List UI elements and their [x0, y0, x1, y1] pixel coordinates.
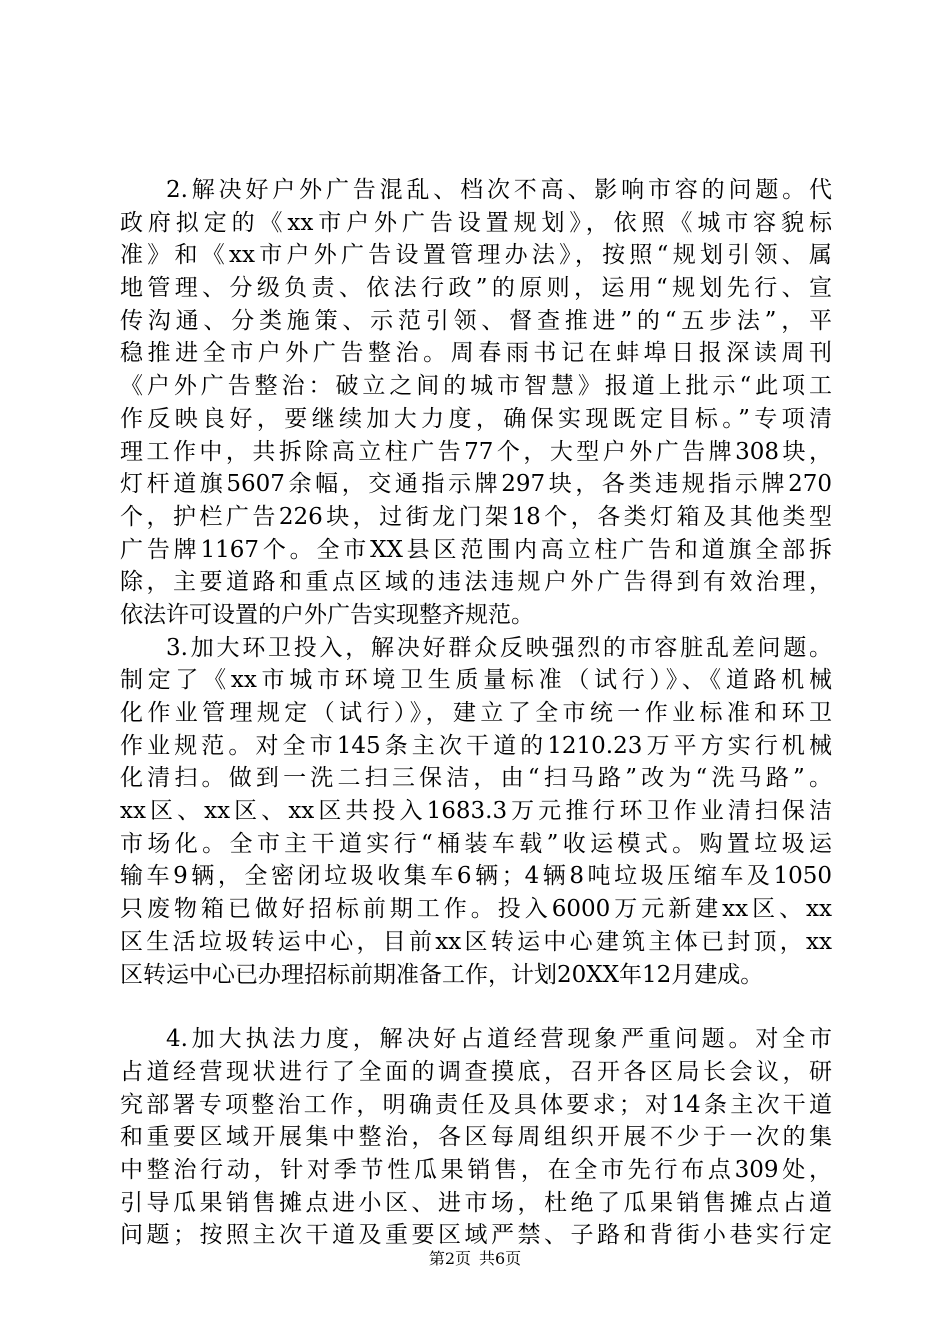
text-line: 地管理、分级负责、依法行政”的原则，运用“规划先行、宣 [120, 275, 832, 302]
text-line: 传沟通、分类施策、示范引领、督查推进”的“五步法”，平 [120, 307, 832, 334]
document-body [120, 174, 832, 1252]
text-line: 政府拟定的《xx市户外广告设置规划》，依照《城市容貌标 [120, 209, 832, 236]
text-line: 作反映良好，要继续加大力度，确保实现既定目标。”专项清 [120, 405, 832, 432]
text-line: 除，主要道路和重点区域的违法违规户外广告得到有效治理， [120, 569, 832, 596]
paragraph-2 [120, 174, 832, 632]
text-line: 4.加大执法力度，解决好占道经营现象严重问题。对全市 [166, 1026, 832, 1053]
text-line: 稳推进全市户外广告整治。周春雨书记在蚌埠日报深读周刊 [120, 340, 832, 367]
text-line: 引导瓜果销售摊点进小区、进市场，杜绝了瓜果销售摊点占道 [120, 1189, 832, 1216]
text-line: 究部署专项整治工作，明确责任及具体要求；对14条主次干道 [120, 1091, 832, 1118]
text-line: 区转运中心已办理招标前期准备工作，计划20XX年12月建成。 [120, 961, 764, 988]
page-number: 第2页 [428, 1249, 471, 1268]
paragraph-spacer [120, 991, 832, 1023]
text-line: 输车9辆，全密闭垃圾收集车6辆；4辆8吨垃圾压缩车及1050 [120, 863, 832, 890]
text-line: 区生活垃圾转运中心，目前xx区转运中心建筑主体已封顶，xx [120, 928, 832, 955]
text-line: 《户外广告整治：破立之间的城市智慧》报道上批示“此项工 [120, 373, 832, 400]
text-line: 占道经营现状进行了全面的调查摸底，召开各区局长会议，研 [120, 1058, 832, 1085]
text-line: 化清扫。做到一洗二扫三保洁，由“扫马路”改为“洗马路”。 [120, 765, 832, 792]
text-line: 广告牌1167个。全市XX县区范围内高立柱广告和道旗全部拆 [120, 536, 832, 563]
text-line: 只废物箱已做好招标前期工作。投入6000万元新建xx区、xx [120, 896, 832, 923]
page-total: 共6页 [479, 1249, 522, 1268]
text-line: 个，护栏广告226块，过街龙门架18个，各类灯箱及其他类型 [120, 503, 832, 530]
text-line: 制定了《xx市城市环境卫生质量标准（试行）》、《道路机械 [120, 667, 832, 694]
text-line: 和重要区域开展集中整治，各区每周组织开展不少于一次的集 [120, 1124, 832, 1151]
text-line: 化作业管理规定（试行）》，建立了全市统一作业标准和环卫 [120, 700, 832, 726]
paragraph-3 [120, 632, 832, 992]
text-line: 理工作中，共拆除高立柱广告77个，大型户外广告牌308块， [120, 438, 832, 465]
text-line: 中整治行动，针对季节性瓜果销售，在全市先行布点309处， [120, 1156, 832, 1183]
page-footer [0, 1246, 950, 1269]
text-line: 作业规范。对全市145条主次干道的1210.23万平方实行机械 [120, 732, 832, 759]
text-line: xx区、xx区、xx区共投入1683.3万元推行环卫作业清扫保洁 [120, 798, 832, 825]
text-line: 准》和《xx市户外广告设置管理办法》，按照“规划引领、属 [120, 242, 832, 269]
text-line: 2.解决好户外广告混乱、档次不高、影响市容的问题。代 [166, 177, 832, 203]
text-line: 问题；按照主次干道及重要区域严禁、子路和背街小巷实行定 [120, 1222, 832, 1249]
text-line: 灯杆道旗5607余幅，交通指示牌297块，各类违规指示牌270 [120, 471, 832, 498]
text-line: 3.加大环卫投入，解决好群众反映强烈的市容脏乱差问题。 [166, 634, 832, 661]
text-line: 依法许可设置的户外广告实现整齐规范。 [120, 601, 534, 628]
paragraph-4 [120, 1023, 832, 1252]
text-line: 市场化。全市主干道实行“桶装车载”收运模式。购置垃圾运 [120, 830, 832, 857]
